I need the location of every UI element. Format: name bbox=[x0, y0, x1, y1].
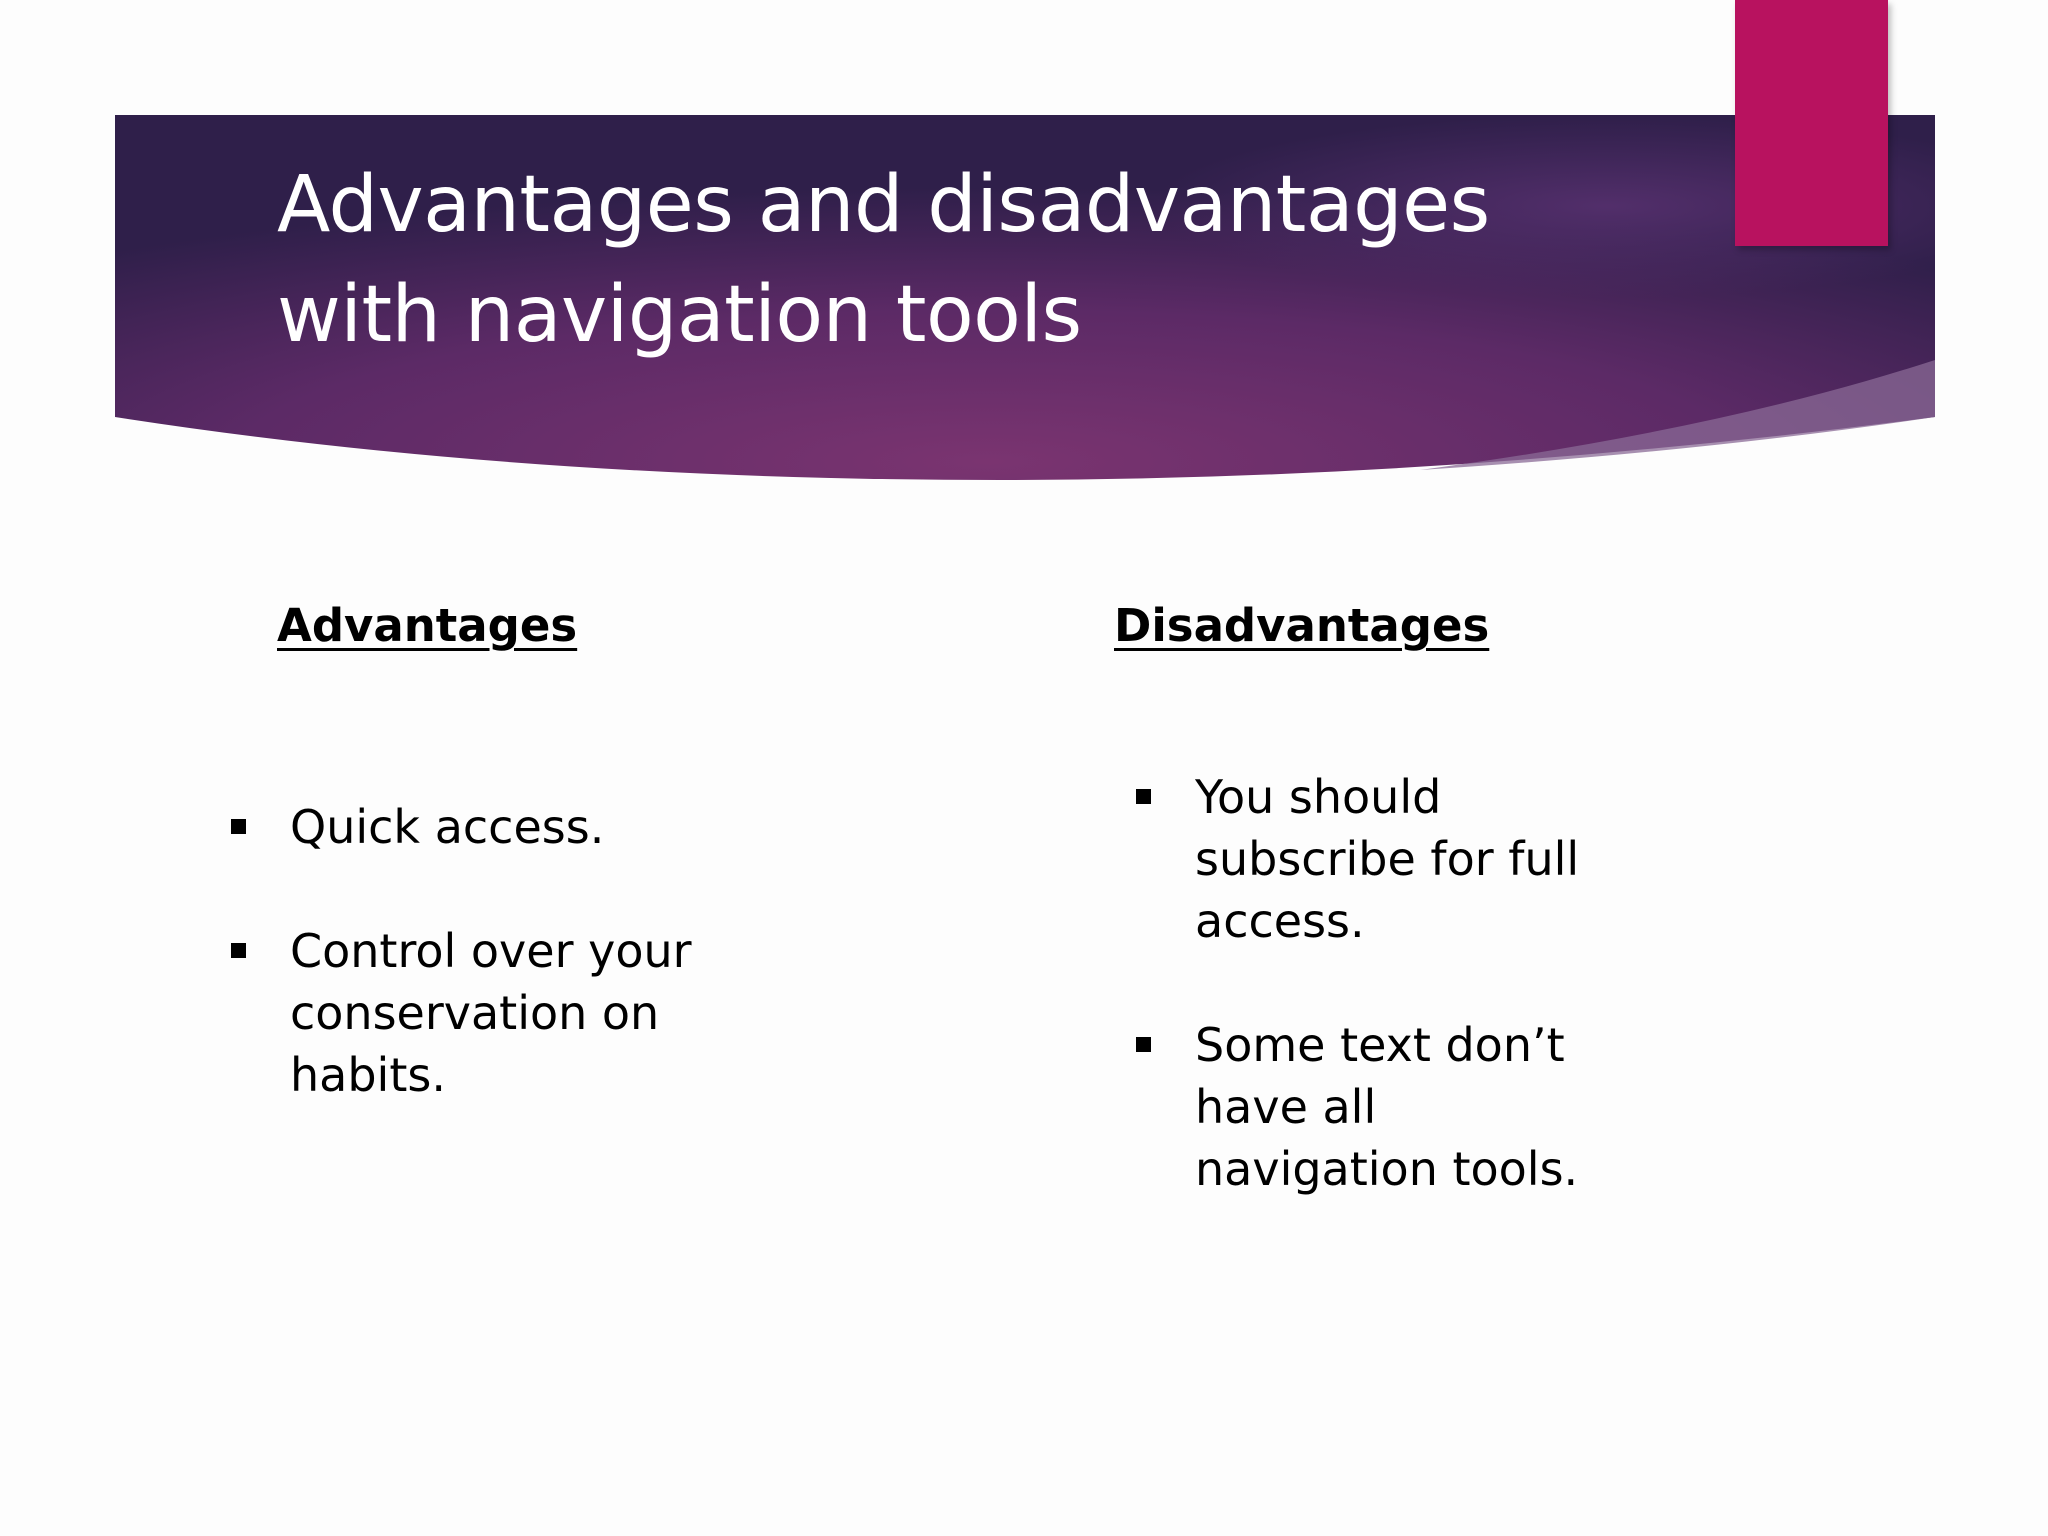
square-bullet-icon bbox=[1136, 789, 1151, 804]
square-bullet-icon bbox=[231, 943, 246, 958]
accent-tab bbox=[1735, 0, 1888, 246]
advantages-heading: Advantages bbox=[277, 599, 578, 652]
list-item-text: You should subscribe for full access. bbox=[1195, 770, 1580, 948]
square-bullet-icon bbox=[1136, 1037, 1151, 1052]
list-item-text: Some text don’t have all navigation tools. bbox=[1195, 1018, 1579, 1196]
slide-title: Advantages and disadvantages with navigation tools bbox=[277, 160, 1490, 360]
square-bullet-icon bbox=[231, 819, 246, 834]
list-item-text: Control over your conservation on habits. bbox=[290, 924, 692, 1102]
list-item-text: Quick access. bbox=[290, 800, 605, 854]
list-item bbox=[225, 796, 745, 858]
list-item bbox=[1130, 766, 1590, 952]
list-item bbox=[1130, 1014, 1590, 1200]
advantages-list bbox=[225, 796, 745, 1168]
disadvantages-list bbox=[1130, 766, 1590, 1262]
disadvantages-heading: Disadvantages bbox=[1114, 599, 1490, 652]
list-item bbox=[225, 920, 745, 1106]
